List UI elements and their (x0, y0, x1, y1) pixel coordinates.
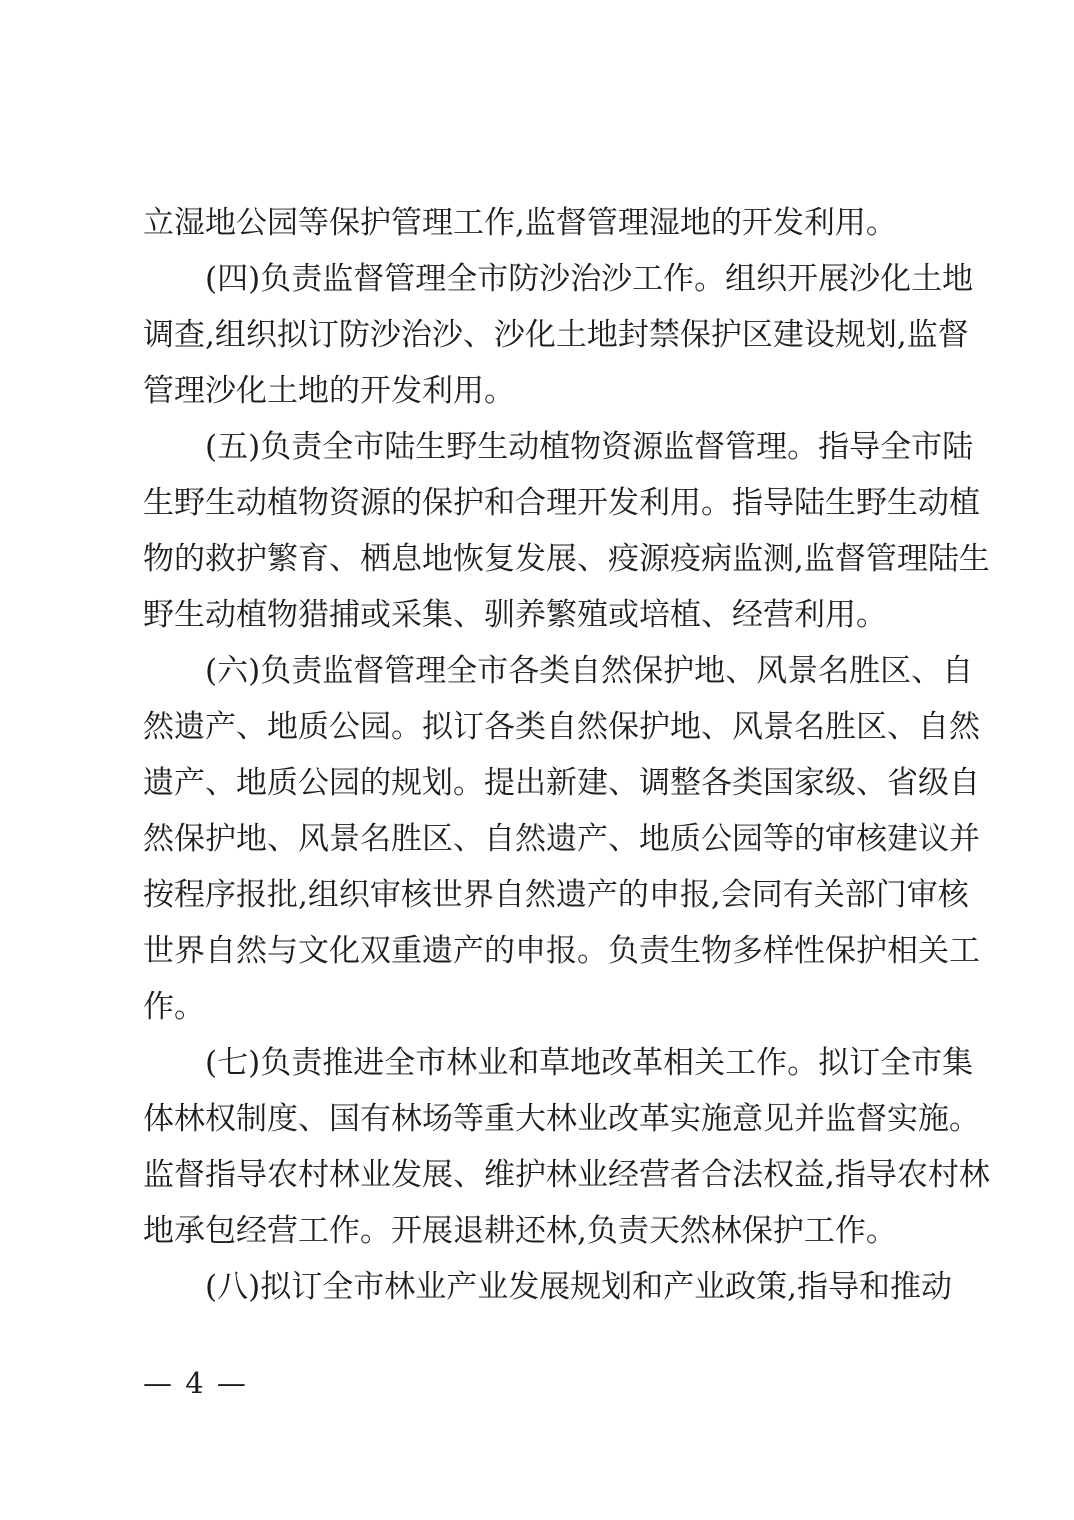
text-line: 生野生动植物资源的保护和合理开发利用。指导陆生野生动植 (143, 485, 980, 521)
paragraph-item-8 (143, 1259, 953, 1315)
text-line: 野生动植物猎捕或采集、驯养繁殖或培植、经营利用。 (143, 597, 887, 633)
text-line: 物的救护繁育、栖息地恢复发展、疫源疫病监测,监督管理陆生 (143, 541, 990, 577)
paragraph-item-5 (143, 419, 990, 643)
document-body (143, 195, 990, 1315)
paragraph-item-7 (143, 1035, 990, 1259)
text-line: 体林权制度、国有林场等重大林业改革实施意见并监督实施。 (143, 1101, 980, 1137)
text-line: 监督指导农村林业发展、维护林业经营者合法权益,指导农村林 (143, 1157, 990, 1193)
text-line: 调查,组织拟订防沙治沙、沙化土地封禁保护区建设规划,监督 (143, 317, 969, 353)
text-line: 然遗产、地质公园。拟订各类自然保护地、风景名胜区、自然 (143, 709, 980, 745)
text-line: (七)负责推进全市林业和草地改革相关工作。拟订全市集 (205, 1045, 974, 1081)
text-line: (八)拟订全市林业产业发展规划和产业政策,指导和推动 (205, 1269, 953, 1305)
paragraph-continuation (143, 195, 933, 251)
page-number: — 4 — (143, 1366, 248, 1400)
text-line: 地承包经营工作。开展退耕还林,负责天然林保护工作。 (143, 1213, 897, 1249)
paragraph-item-4 (143, 251, 974, 419)
text-line: 然保护地、风景名胜区、自然遗产、地质公园等的审核建议并 (143, 821, 980, 857)
text-line: 作。 (143, 989, 205, 1025)
text-line: 立湿地公园等保护管理工作,监督管理湿地的开发利用。 (143, 205, 897, 241)
text-line: 世界自然与文化双重遗产的申报。负责生物多样性保护相关工 (143, 933, 980, 969)
text-line: 按程序报批,组织审核世界自然遗产的申报,会同有关部门审核 (143, 877, 969, 913)
paragraph-item-6 (143, 643, 980, 1035)
text-line: 遗产、地质公园的规划。提出新建、调整各类国家级、省级自 (143, 765, 980, 801)
text-line: (四)负责监督管理全市防沙治沙工作。组织开展沙化土地 (205, 261, 974, 297)
text-line: (六)负责监督管理全市各类自然保护地、风景名胜区、自 (205, 653, 974, 689)
text-line: (五)负责全市陆生野生动植物资源监督管理。指导全市陆 (205, 429, 974, 465)
text-line: 管理沙化土地的开发利用。 (143, 373, 515, 409)
